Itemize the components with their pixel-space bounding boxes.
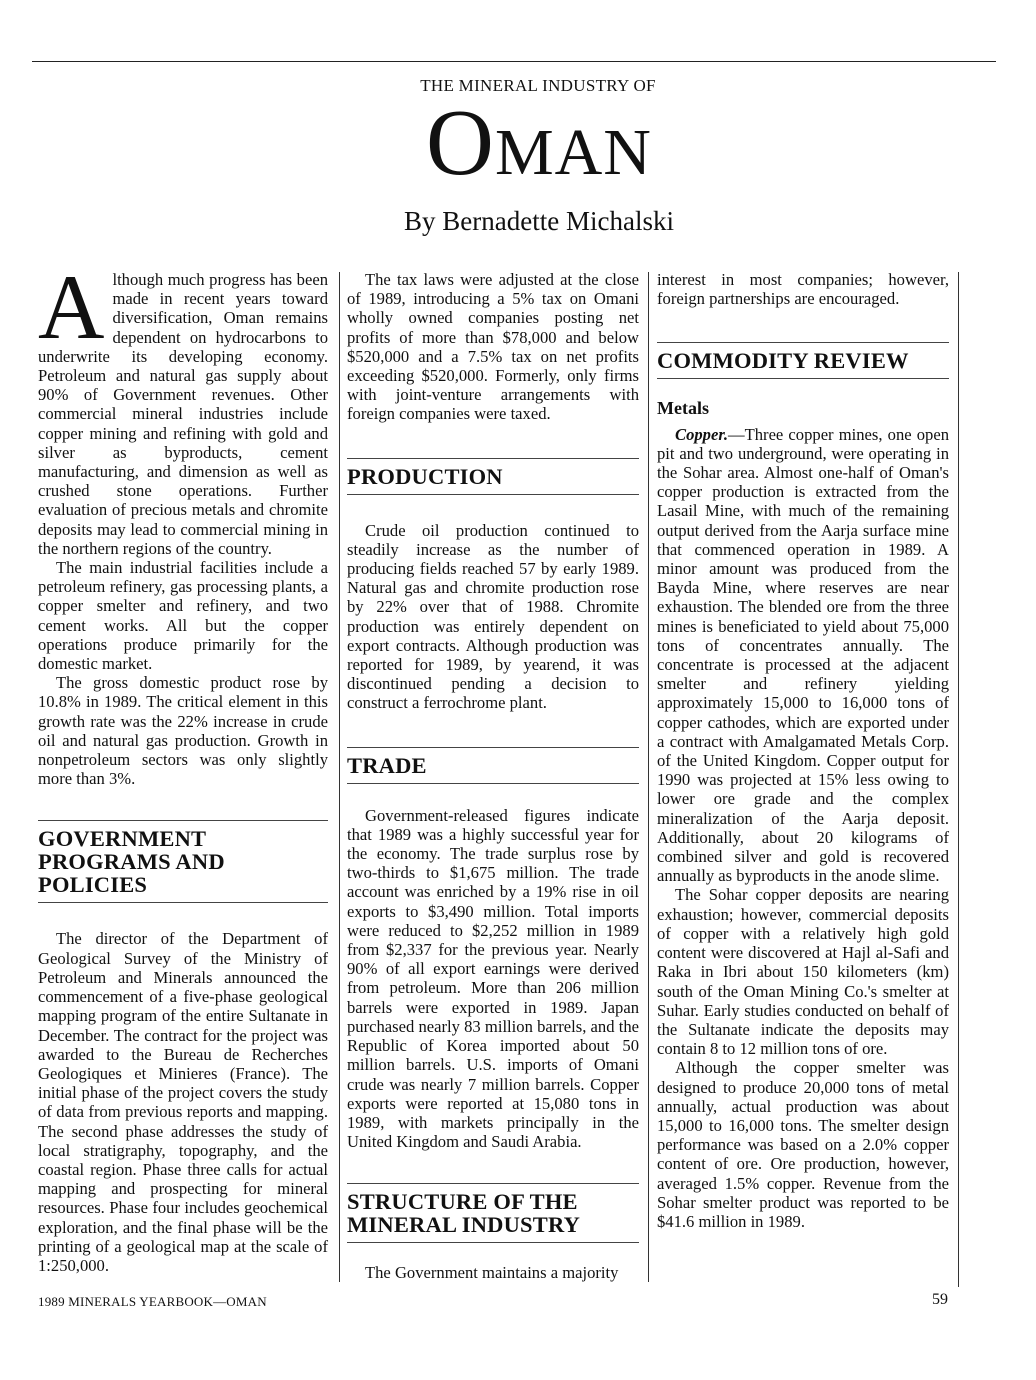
paragraph: The main industrial facilities include a petroleum refinery, gas processing plants, a copper smelter and refinery, and two cement works. All but the copper operations produce primarily for the domestic market. xyxy=(38,558,328,674)
section-rule xyxy=(347,494,639,495)
section-rule xyxy=(657,378,949,379)
paragraph: The tax laws were adjusted at the close of 1989, introducing a 5% tax on Omani wholly owned companies posting net profits of more than $78,000 and below $520,000 and a 7.5% tax on net profits exceeding $520,000. Formerly, only firms with joint-venture arrangements with foreign companies were taxed. xyxy=(347,270,639,424)
section-heading: TRADE xyxy=(347,752,427,778)
section-rule xyxy=(347,783,639,784)
section-heading: COMMODITY REVIEW xyxy=(657,348,909,374)
section-header-commodity xyxy=(657,342,949,379)
section-heading: GOVERNMENT PROGRAMS AND POLICIES xyxy=(38,826,225,898)
section-header-structure xyxy=(347,1183,639,1243)
column-2 xyxy=(347,270,639,1283)
section-rule xyxy=(347,458,639,459)
column-1 xyxy=(38,256,328,1275)
column-divider xyxy=(958,272,959,1287)
paragraph: Although the copper smelter was designed to produce 20,000 tons of metal annually, actual production was about 15,000 to 16,000 tons. The smelter design performance was based on a 2.0% copper content of ore. Ore production, however, averaged 1.5% copper. Revenue from the Sohar smelter product was reported to be $41.6 million in 1989. xyxy=(657,1058,949,1231)
paragraph: Government-released figures indicate that 1989 was a highly successful year for the economy. The trade surplus rose by two-thirds to $1,675 million. The trade account was enriched by a 19% rise in oil exports to $3,490 million. Total imports were reduced to $2,252 million in 1989 from $2,337 for the previous year. Nearly 90% of all export earnings were derived from petroleum. More than 206 million barrels were exported in 1989. Japan purchased nearly 83 million barrels, and the Republic of Korea imported about 50 million barrels. U.S. imports of Omani crude was nearly 7 million barrels. Copper exports were reported at 15,080 tons in 1989, with markets principally in the United Kingdom and Saudi Arabia. xyxy=(347,805,639,1152)
copper-paragraph xyxy=(657,425,949,886)
title-rest: MAN xyxy=(494,116,652,189)
section-rule xyxy=(38,902,328,903)
section-header-government xyxy=(38,820,328,903)
article-kicker: THE MINERAL INDUSTRY OF xyxy=(420,76,656,95)
section-rule xyxy=(657,342,949,343)
section-heading: STRUCTURE OF THE MINERAL INDUSTRY xyxy=(347,1189,581,1238)
footer-source: 1989 MINERALS YEARBOOK—OMAN xyxy=(38,1294,267,1309)
page-number: 59 xyxy=(932,1291,948,1308)
column-divider xyxy=(648,272,649,1282)
paragraph: interest in most companies; however, foreign partnerships are encouraged. xyxy=(657,270,949,309)
copper-text: —Three copper mines, one open pit and two underground, were operating in the Sohar area. Almost one-half of Oman's copper production is extracted from the Lasail Mine, with much of the remaining output derived from the Aarja surface mine that commenced operation in 1989. A minor amount was produced from the Bayda Mine, where reserves are near exhaustion. The blended ore from the three mines is beneficiated to yield about 75,000 tons of concentrates annually. The concentrate is processed at the adjacent smelter and refinery yielding approximately 15,000 to 16,000 tons of copper cathodes, which are exported under a contract with Amalgamated Metals Corp. of the United Kingdom. Copper output for 1990 was projected at 15% less owing to lower ore grade and the complex mineralization of the Aarja deposit. Additionally, about 20 kilograms of combined silver and gold is recovered annually as byproducts in the anode slime. xyxy=(657,424,949,886)
article-title xyxy=(0,91,1036,198)
title-initial: O xyxy=(426,91,495,195)
section-rule xyxy=(38,820,328,821)
drop-cap: A xyxy=(38,256,105,358)
column-3 xyxy=(657,270,949,1231)
section-heading: PRODUCTION xyxy=(347,463,503,489)
column-divider xyxy=(339,272,340,1282)
subsection-heading: Metals xyxy=(657,398,709,419)
intro-paragraph xyxy=(38,256,328,558)
section-rule xyxy=(347,747,639,748)
top-rule xyxy=(32,61,996,62)
section-header-production xyxy=(347,458,639,495)
section-rule xyxy=(347,1183,639,1184)
section-header-trade xyxy=(347,747,639,784)
paragraph: The Sohar copper deposits are nearing exhaustion; however, commercial deposits of copper with a relatively high gold content were discovered at Hajl al-Safi and Raka in Ibri about 150 kilometers (km) south of the Oman Mining Co.'s smelter at Suhar. Early studies conducted on behalf of the Sultanate indicate the deposits may contain 8 to 12 million tons of ore. xyxy=(657,885,949,1059)
paragraph: The gross domestic product rose by 10.8% in 1989. The critical element in this growth rate was the 22% increase in crude oil and natural gas production. Growth in nonpetroleum sectors was only slightly more than 3%. xyxy=(38,673,328,789)
intro-text: lthough much progress has been made in recent years toward diversification, Oman remains dependent on hydrocarbons to underwrite its developing economy. Petroleum and natural gas supply about 90% of Government revenues. Other commercial mineral industries include copper mining and refining with gold and silver as byproducts, cement manufacturing, and dimension as well as crushed stone operations. Further evaluation of precious metals and chromite deposits may lead to commercial mining in the northern regions of the country. xyxy=(38,270,328,558)
section-rule xyxy=(347,1242,639,1243)
run-in-heading: Copper. xyxy=(675,424,729,444)
byline: By Bernadette Michalski xyxy=(404,206,674,236)
paragraph: The Government maintains a majority xyxy=(365,1263,619,1283)
paragraph: Crude oil production continued to steadily increase as the number of producing fields reached 57 by early 1989. Natural gas and chromite production rose by 22% over that of 1988. Chromite production was entirely dependent on export contracts. Although production was reported for 1989, by yearend, it was discontinued pending a decision to construct a ferrochrome plant. xyxy=(347,520,639,713)
paragraph: The director of the Department of Geological Survey of the Ministry of Petroleum and Minerals announced the commencement of a five-phase geological mapping program of the entire Sultanate in December. The contract for the project was awarded to the Bureau de Recherches Geologiques et Minieres (France). The initial phase of the project covers the study of data from previous reports and mapping. The second phase addresses the study of local stratigraphy, topography, and the coastal region. Phase three calls for actual mapping and prospecting for mineral resources. Phase four includes geochemical exploration, and the final phase will be the printing of a geological map at the scale of 1:250,000. xyxy=(38,929,328,1275)
